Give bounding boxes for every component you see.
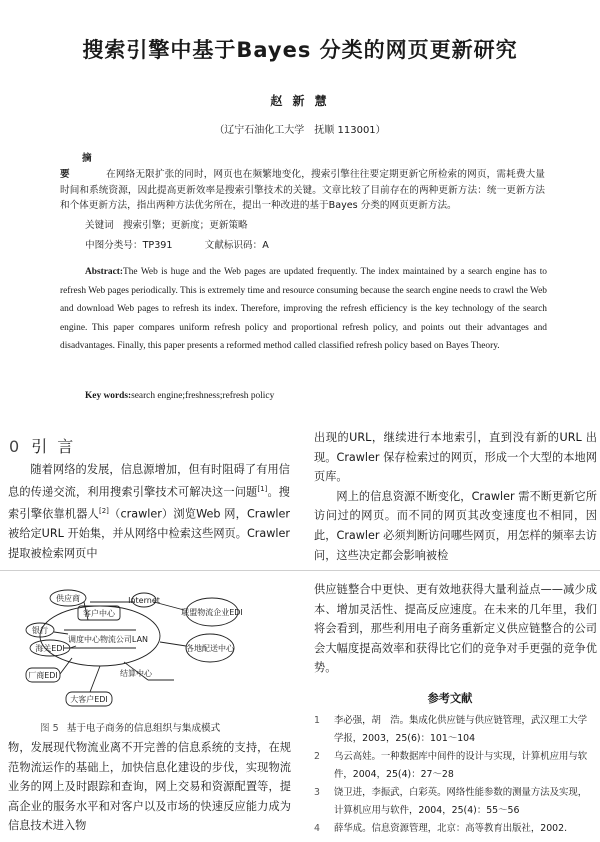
diagram-label-lan: 物流公司LAN <box>99 635 149 644</box>
diagram-label-big-customer: 大客户EDI <box>70 695 108 704</box>
diagram-label-supplier: 供应商 <box>56 594 80 603</box>
lower-right-column <box>314 580 597 678</box>
intro-paragraph-right-1: 出现的URL，继续进行本地索引，直到没有新的URL 出现。Crawler 保存检索过的网页，形成一个大型的本地网页库。 <box>314 431 597 484</box>
diagram-label-dispatch: 调度中心 <box>68 635 100 644</box>
diagram-label-settlement: 结算中心 <box>120 669 152 678</box>
abstract-zh-text: 在网络无限扩张的同时，网页也在频繁地变化，搜索引擎往往要定期更新它所检索的网页，需耗费大量时间和系统资源，因此提高更新效率是搜索引擎技术的关键。文章比较了目前存在的两种更新方法：统一更新方法和个体更新方法，指出两种方法优劣所在，提出一种改进的基于Bayes 分类的网页更新方法。 <box>60 168 545 212</box>
reference-item: 3 饶卫进，李振武，白彩英。网络性能参数的测量方法及实现，计算机应用与软件，2004，25(4)：55～56 <box>314 787 588 816</box>
abstract-en-label: Abstract: <box>85 267 124 277</box>
intro-left-column <box>8 460 290 563</box>
diagram-label-customs: 海关EDI <box>35 644 65 653</box>
keywords-en <box>85 391 274 401</box>
abstract-zh <box>60 151 545 214</box>
references-list <box>312 712 596 838</box>
citation-1: [1] <box>257 484 268 493</box>
diagram-label-internet: Internet <box>128 596 160 605</box>
keywords-en-text: search engine;freshness;refresh policy <box>131 391 275 401</box>
keywords-zh-text: 搜索引擎；更新度；更新策略 <box>122 220 248 231</box>
section-number: 0 <box>9 437 20 456</box>
lower-right-paragraph: 供应链整合中更快、更有效地获得大量利益点——减少成本、增加灵活性、提高反应速度。在未来的几年里，我们将会看到，那些利用电子商务重新定义供应链整合的公司会大幅度提高效率和获得比它们的竞争对手更强的竞争优势。 <box>314 583 597 675</box>
abstract-en <box>60 263 547 356</box>
lower-left-paragraph: 物，发展现代物流业离不开完善的信息系统的支持，在规范物流运作的基础上，加快信息化建设的步伐，实现物流业务的网上及时跟踪和查询，网上交易和资源配置等，提高企业的服务水平和对客户以及市场的快速反应能力成为信息技术进入物 <box>8 741 291 833</box>
diagram-label-customer-center: 客户中心 <box>83 609 115 618</box>
figure-caption <box>40 720 220 734</box>
abstract-zh-label: 摘 要 <box>60 153 102 180</box>
doc-code-value: A <box>262 240 269 251</box>
abstract-en-text: The Web is huge and the Web pages are updated frequently. The index maintained by a search engine has to refresh Web pages periodically. This is extremely time and resource consuming because the search engine needs to crawl the Web and download Web pages to refresh its index. Therefore, improving the refresh efficiency is the key technology of the search engine. This paper compares uniform refresh policy and proportional refresh policy, and points out their advantages and disadvantages. Finally, this paper presents a reformed method called classified refresh policy based on Bayes Theory. <box>60 267 547 352</box>
paper-title: 搜索引擎中基于Bayes 分类的网页更新研究 <box>82 38 518 62</box>
keywords-zh-label: 关键词 <box>85 220 114 231</box>
figure-number: 图 5 <box>40 723 59 734</box>
doc-code-label: 文献标识码： <box>204 240 263 251</box>
intro-right-column <box>314 428 597 565</box>
affiliation: （辽宁石油化工大学 抚顺 113001） <box>214 125 386 136</box>
lower-left-column <box>8 738 291 836</box>
references-title: 参考文献 <box>427 692 473 705</box>
citation-2: [2] <box>98 506 109 515</box>
clc-value: TP391 <box>142 240 173 251</box>
intro-paragraph-left: 随着网络的发展，信息源增加，但有时阻碍了有用信息的传递交流，利用搜索引擎技术可解决这一问题[1]。搜索引擎依靠机器人[2]（crawler）浏览Web 网，Crawler 被给定URL 开始集，并从网络中检索这些网页。Crawler 提取被检索网页中 <box>8 463 290 560</box>
keywords-zh <box>85 217 248 231</box>
intro-paragraph-right-2: 网上的信息资源不断变化，Crawler 需不断更新它所访问过的网页。而不同的网页其改变速度也不相同，因此，Crawler 必须判断访问哪些网页，用怎样的频率去访问，这些决定都会影响被检 <box>314 489 597 562</box>
reference-item: 4 薛华成。信息资源管理，北京：高等教育出版社，2002. <box>314 823 568 834</box>
page-divider <box>0 570 600 571</box>
classification-row <box>85 237 269 251</box>
integration-diagram <box>24 588 286 716</box>
clc-label: 中图分类号： <box>85 240 143 251</box>
reference-item: 1 李必强，胡 浩。集成化供应链与供应链管理，武汉理工大学学报，2003，25(6)：101～104 <box>314 715 588 744</box>
diagram-label-factory: 厂商EDI <box>28 671 58 680</box>
section-title: 引言 <box>31 437 84 456</box>
diagram-label-distribution: 各地配送中心 <box>186 644 234 653</box>
figure-caption-text: 基于电子商务的信息组织与集成模式 <box>66 723 221 734</box>
keywords-en-label: Key words: <box>85 391 132 401</box>
diagram-label-alliance: 联盟物流企业EDI <box>181 608 243 617</box>
author-name: 赵 新 慧 <box>270 94 330 108</box>
reference-item: 2 乌云高娃。一种数据库中间件的设计与实现，计算机应用与软件，2004，25(4)：27～28 <box>314 751 588 780</box>
section-heading <box>9 434 83 457</box>
diagram-label-bank: 银行 <box>32 626 48 635</box>
